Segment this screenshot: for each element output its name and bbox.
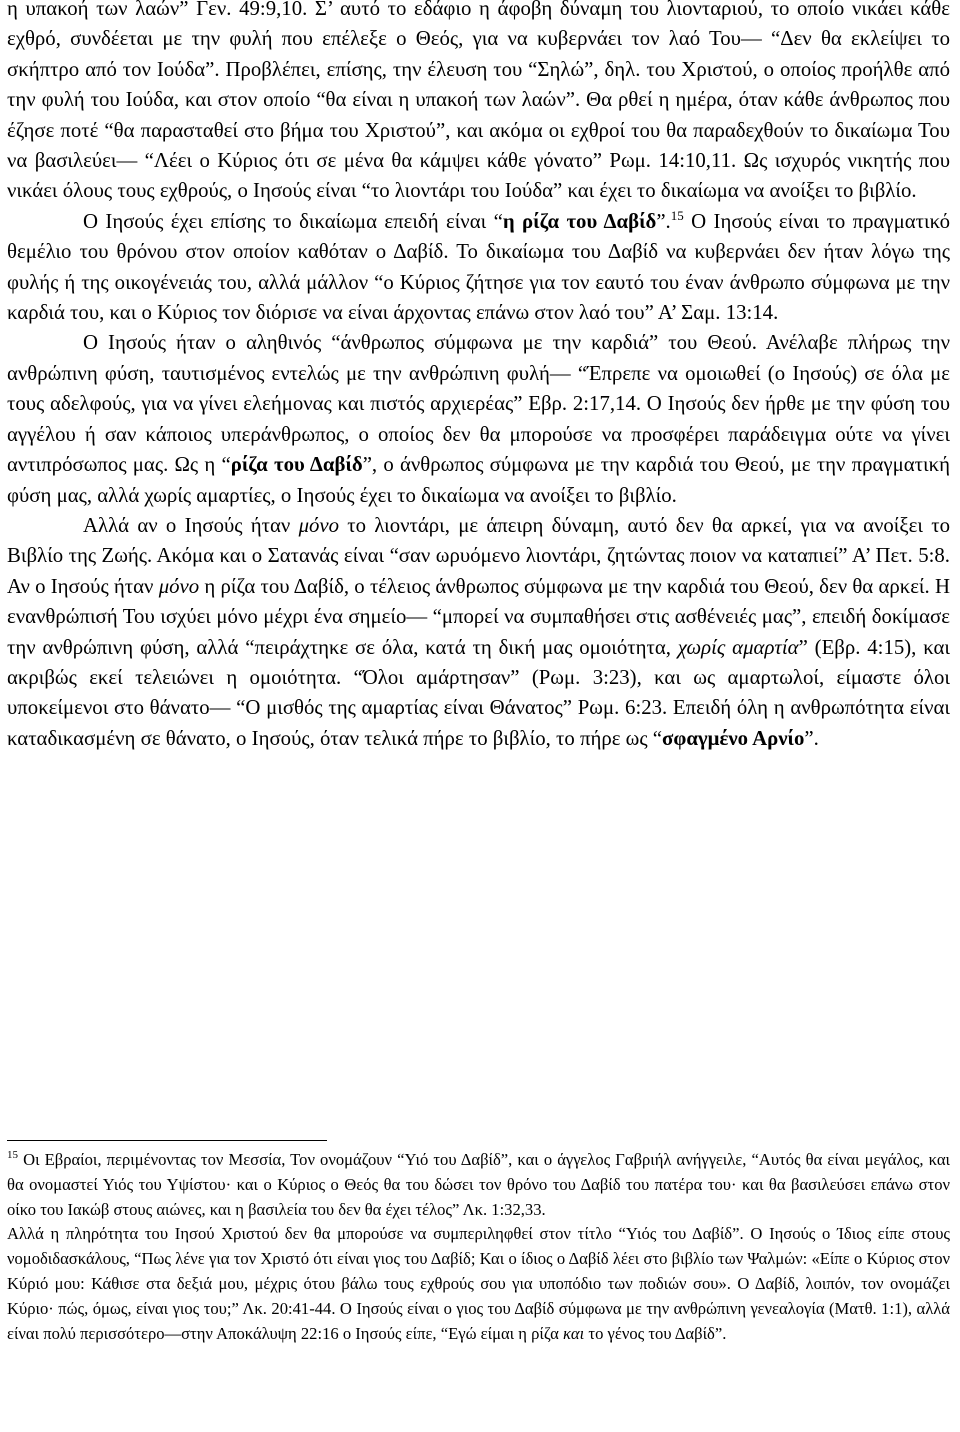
text-run: Ο Ιησούς ήταν ο αληθινός “άνθρωπος σύμφωνα με την καρδιά” του Θεού. Ανέλαβε πλήρως την ανθρώπινη φύση, ταυτισμένος εντελώς με την ανθρώπινη φυλή— “Έπρεπε να ομοιωθεί (ο Ιησούς) σε όλα με τους αδελφούς, για να γίνει ελεήμονας και πιστός αρχιερέας” Εβρ. 2:17,14. Ο Ιησούς δεν ήρθε με την φύση του αγγέλου ή σαν κάποιος υπεράνθρωπος, ο οποίος δεν θα μπορούσε να προσφέρει παράδειγμα ούτε να γίνει αντιπρόσωπος μας. Ως η “ — [7, 331, 950, 477]
footnote-paragraph — [7, 1222, 950, 1346]
text-run: ” (Εβρ. 4:15), και ακριβώς εκεί τελειώνει η ομοιότητα. “Όλοι αμάρτησαν” (Ρωμ. 3:23), και ως αμαρτωλοί, είμαστε όλοι υποκείμενοι στο θάνατο— “Ο μισθός της αμαρτίας είναι Θάνατος” Ρωμ. 6:23. Επειδή όλη η ανθρωπότητα είναι καταδικασμένη σε θάνατο, ο Ιησούς, όταν τελικά πήρε το βιβλίο, το πήρε ως “ — [7, 635, 950, 750]
body-text — [7, 0, 950, 754]
text-run: η ρίζα του Δαβίδ — [502, 209, 657, 233]
text-run: η ρίζα του Δαβίδ, ο τέλειος άνθρωπος σύμφωνα με την καρδιά του Θεού, δεν θα αρκεί. Η ενανθρώπισή Του ισχύει μόνο μέχρι ένα σημείο— “μπορεί να συμπαθήσει στις ασθένειές μας”, επειδή δοκίμασε την ανθρώπινη φύση, αλλά “πειράχτηκε σε όλα, κατά τη δική μας ομοιότητα, — [7, 574, 950, 659]
footnote-marker: 15 — [7, 1149, 18, 1161]
text-run: το γένος του Δαβίδ”. — [584, 1323, 727, 1343]
footnote-paragraph — [7, 1148, 950, 1222]
body-paragraph — [7, 511, 950, 754]
text-run: χωρίς αμαρτία — [677, 635, 799, 659]
text-run: ”. — [656, 209, 671, 233]
text-run: Ο Ιησούς είναι το πραγματικό θεμέλιο του θρόνου στον οποίον καθόταν ο Δαβίδ. Το δικαίωμα του Δαβίδ να κυβερνάει δεν ήταν λόγω της φυλής ή της οικογένειάς του, αλλά μάλλον “ο Κύριος ζήτησε για τον εαυτό του έναν άνθρωπο σύμφωνα με την καρδιά του, και ο Κύριος τον διόρισε να είναι άρχοντας επάνω στον λαό του” Α’ Σαμ. 13:14. — [7, 209, 950, 325]
text-run: ”. — [804, 726, 819, 750]
body-paragraph — [7, 207, 950, 329]
text-run: Οι Εβραίοι, περιμένοντας τον Μεσσία, Τον ονομάζουν “Υιό του Δαβίδ”, και ο άγγελος Γαβριήλ ανήγγειλε, “Αυτός θα είναι μεγάλος, και θα ονομαστεί Υιός του Υψίστου· και ο Κύριος ο Θεός θα του δώσει τον θρόνο του Δαβίδ του πατέρα του· και θα βασιλεύσει επάνω στον οίκο του Ιακώβ στους αιώνες, και η βασιλεία του δεν θα έχει τέλος” Λκ. 1:32,33. — [7, 1150, 950, 1219]
text-run: και — [562, 1323, 585, 1343]
body-paragraph — [7, 328, 950, 510]
text-run: Ο Ιησούς έχει επίσης το δικαίωμα επειδή είναι “ — [83, 209, 503, 233]
footnote-marker: 15 — [670, 207, 684, 223]
text-run: Αλλά η πληρότητα του Ιησού Χριστού δεν θα μπορούσε να συμπεριληφθεί στον τίτλο “Υιός του Δαβίδ”. Ο Ιησούς ο Ίδιος είπε στους νομοδιδασκάλους, “Πως λένε για τον Χριστό ότι είναι γιος του Δαβίδ; Και ο ίδιος ο Δαβίδ λέει στο βιβλίο των Ψαλμών: «Είπε ο Κύριος στον Κύριό μου: Κάθισε στα δεξιά μου, μέχρις ότου βάλω τους εχθρούς σου για υποπόδιο των ποδιών σου». Ο Δαβίδ, λοιπόν, τον ονομάζει Κύριο· πώς, όμως, είναι γιος του;” Λκ. 20:41-44. Ο Ιησούς είναι ο γιος του Δαβίδ σύμφωνα με την ανθρώπινη γενεαλογία (Ματθ. 1:1), αλλά είναι πολύ περισσότερο—στην Αποκάλυψη 22:16 ο Ιησούς είπε, “Εγώ είμαι η ρίζα — [7, 1224, 950, 1343]
text-run: ρίζα του Δαβίδ — [230, 453, 363, 477]
footnote-15 — [7, 1148, 950, 1346]
text-run: η υπακοή των λαών” Γεν. 49:9,10. Σ’ αυτό το εδάφιο η άφοβη δύναμη του λιονταριού, το οποίο νικάει κάθε εχθρό, συνδέεται με την φυλή που επέλεξε ο Θεός, για να κυβερνάει τον λαό Του— “Δεν θα εκλείψει το σκήπτρο από τον Ιούδα”. Προβλέπει, επίσης, την έλευση του “Σηλώ”, δηλ. του Χριστού, ο οποίος προήλθε από την φυλή του Ιούδα, και στον οποίο “θα είναι η υπακοή των λαών”. Θα ρθεί η ημέρα, όταν κάθε άνθρωπος που έζησε ποτέ “θα παρασταθεί στο βήμα του Χριστού”, και ακόμα οι εχθροί του θα παραδεχθούν το δικαίωμα Του να βασιλεύει— “Λέει ο Κύριος ότι σε μένα θα κάμψει κάθε γόνατο” Ρωμ. 14:10,11. Ως ισχυρός νικητής που νικάει όλους τους εχθρούς, ο Ιησούς είναι “το λιοντάρι του Ιούδα” και έχει το δικαίωμα να ανοίξει το βιβλίο. — [7, 0, 950, 203]
footnote-separator — [7, 1140, 327, 1141]
text-run: το λιοντάρι, με άπειρη δύναμη, αυτό δεν θα αρκεί, για να ανοίξει το Βιβλίο της Ζωής. Ακόμα και ο Σατανάς είναι “σαν ωρυόμενο λιοντάρι, ζητώντας ποιον να καταπιεί” Α’ Πετ. 5:8. Αν ο Ιησούς ήταν — [7, 513, 950, 598]
text-run: σφαγμένο Αρνίο — [662, 726, 805, 750]
text-run: μόνο — [158, 574, 200, 598]
text-run: Αλλά αν ο Ιησούς ήταν — [83, 513, 299, 537]
text-run: ”, ο άνθρωπος σύμφωνα με την καρδιά του Θεού, με την πραγματική φύση μας, αλλά χωρίς αμαρτίες, ο Ιησούς έχει το δικαίωμα να ανοίξει το βιβλίο. — [7, 453, 950, 507]
body-paragraph — [7, 0, 950, 207]
text-run: μόνο — [298, 513, 340, 537]
